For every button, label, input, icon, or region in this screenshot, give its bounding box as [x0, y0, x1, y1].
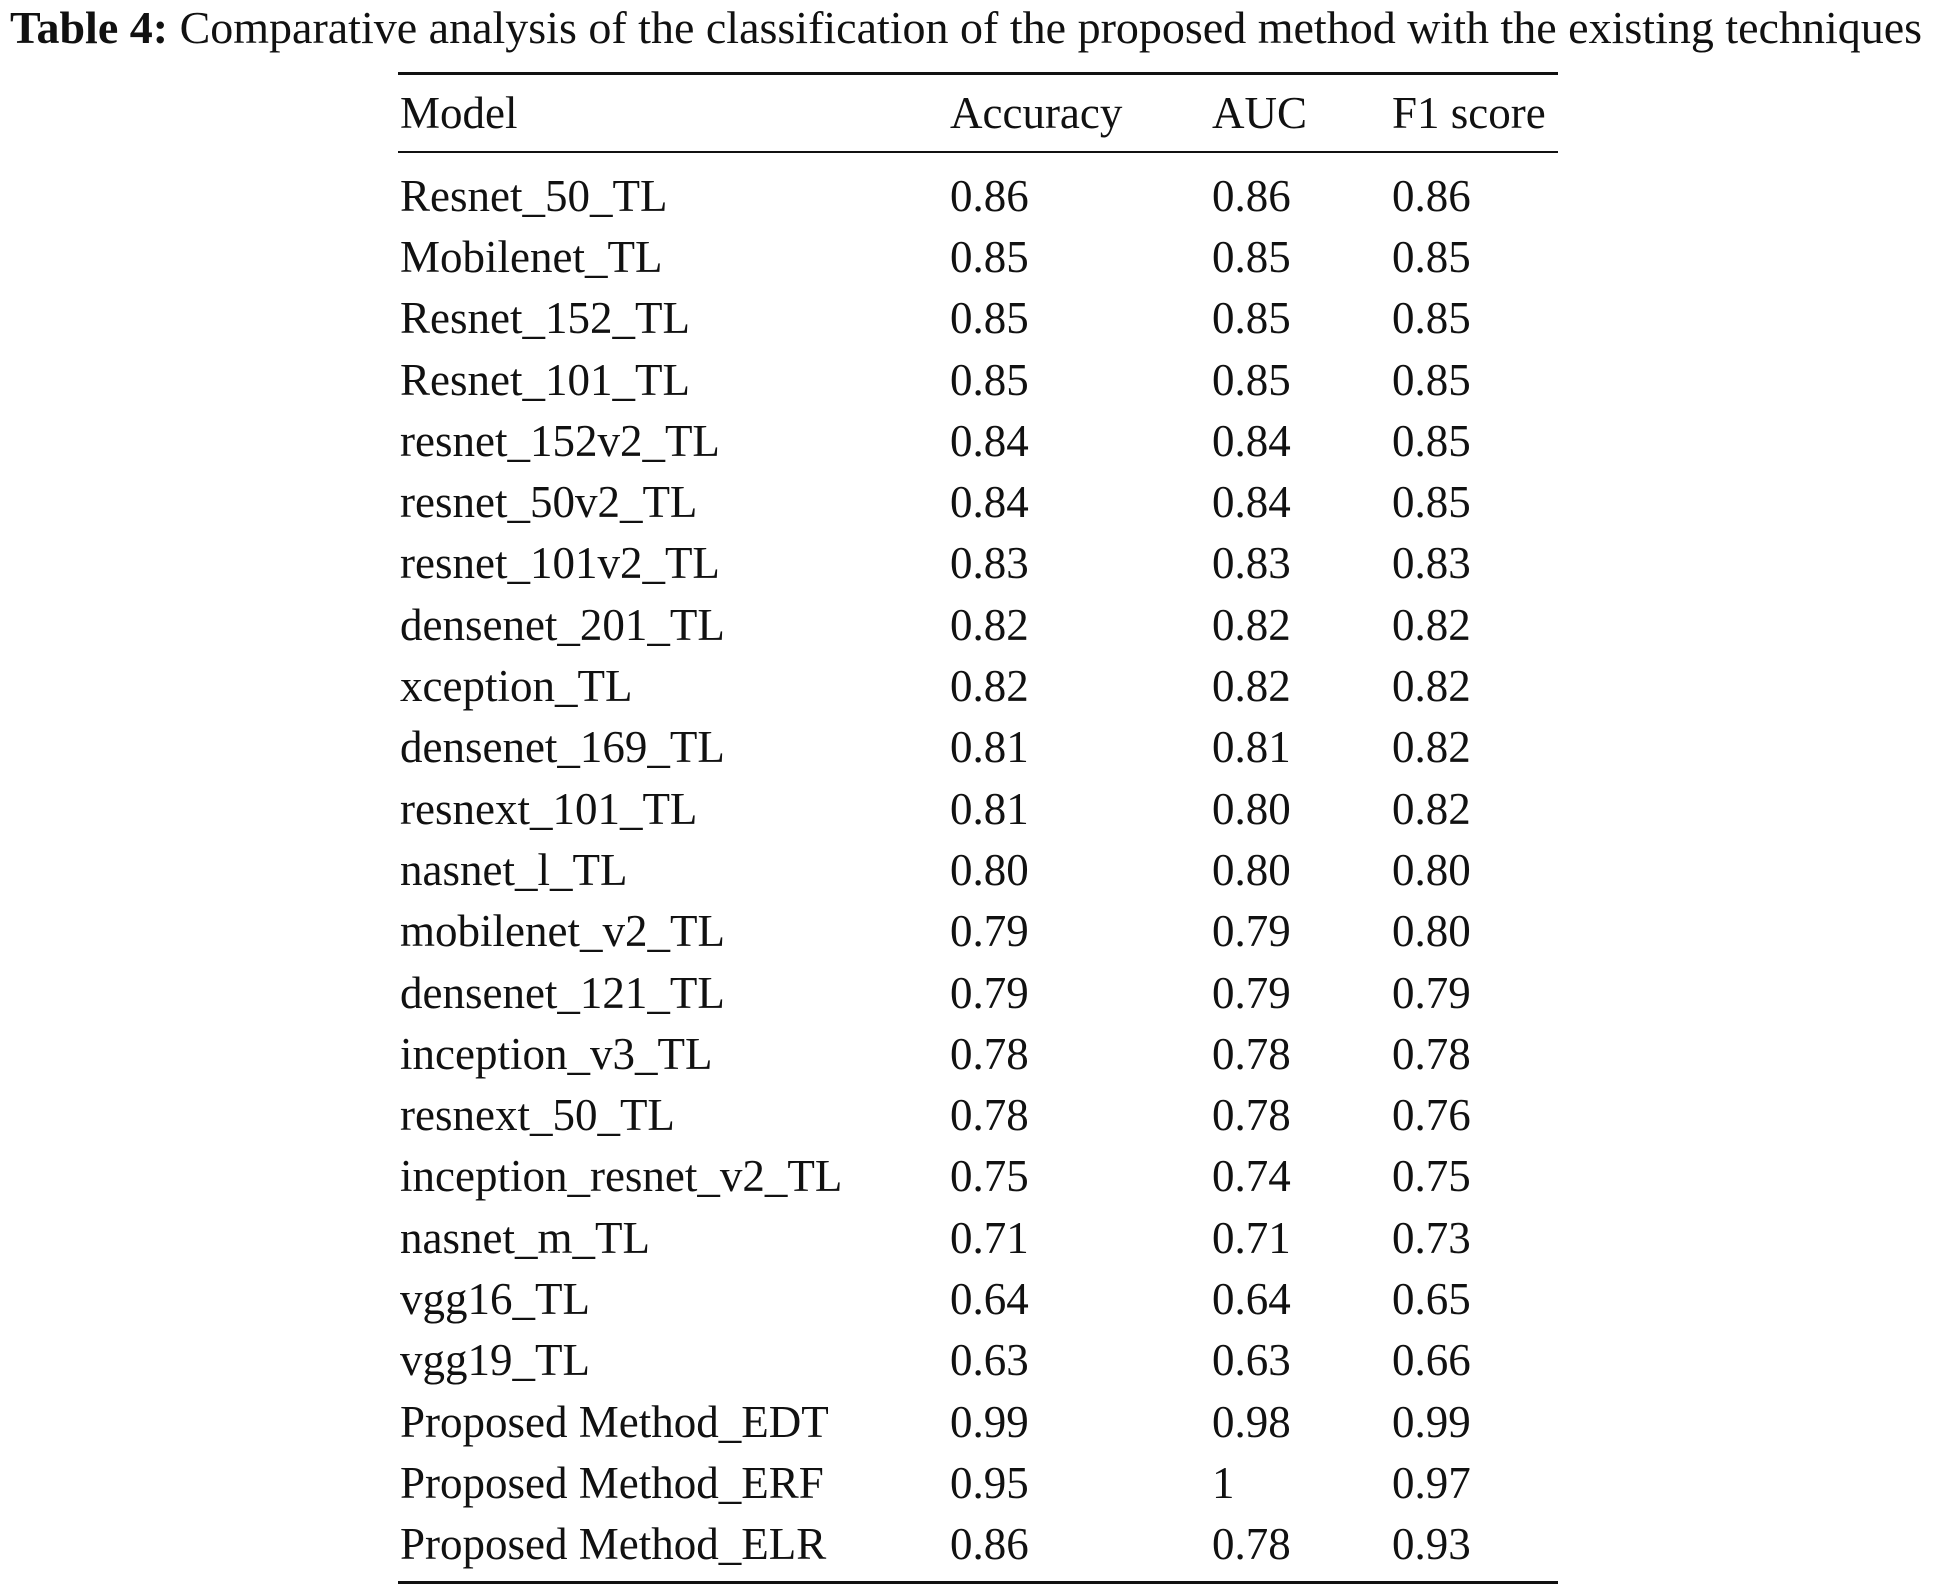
model-cell: inception_v3_TL [400, 1028, 713, 1079]
f1-score-cell: 0.79 [1392, 967, 1471, 1018]
table-row [398, 717, 1558, 778]
accuracy-cell: 0.86 [950, 1519, 1029, 1570]
f1-score-cell: 0.80 [1392, 844, 1471, 895]
table-row [398, 962, 1558, 1023]
model-cell: Proposed Method_EDT [400, 1396, 829, 1447]
f1-score-cell: 0.99 [1392, 1396, 1471, 1447]
accuracy-cell: 0.75 [950, 1151, 1029, 1202]
table-row [398, 1330, 1558, 1391]
f1-score-cell: 0.97 [1392, 1457, 1471, 1508]
accuracy-cell: 0.64 [950, 1273, 1029, 1324]
table-row [398, 349, 1558, 410]
header-auc: AUC [1212, 88, 1308, 138]
accuracy-cell: 0.85 [950, 231, 1029, 282]
table-row [398, 410, 1558, 471]
table-row [398, 594, 1558, 655]
auc-cell: 1 [1212, 1457, 1235, 1508]
table-row [398, 1207, 1558, 1268]
f1-score-cell: 0.82 [1392, 599, 1471, 650]
accuracy-cell: 0.95 [950, 1457, 1029, 1508]
model-cell: resnext_101_TL [400, 783, 698, 834]
f1-score-cell: 0.83 [1392, 538, 1471, 589]
auc-cell: 0.98 [1212, 1396, 1291, 1447]
model-cell: Resnet_101_TL [400, 354, 690, 405]
accuracy-cell: 0.79 [950, 967, 1029, 1018]
auc-cell: 0.74 [1212, 1151, 1291, 1202]
f1-score-cell: 0.75 [1392, 1151, 1471, 1202]
accuracy-cell: 0.78 [950, 1028, 1029, 1079]
auc-cell: 0.82 [1212, 661, 1291, 712]
accuracy-cell: 0.63 [950, 1335, 1029, 1386]
header-f1-score: F1 score [1392, 88, 1546, 138]
model-cell: inception_resnet_v2_TL [400, 1151, 843, 1202]
f1-score-cell: 0.82 [1392, 661, 1471, 712]
model-cell: resnet_101v2_TL [400, 538, 720, 589]
accuracy-cell: 0.83 [950, 538, 1029, 589]
f1-score-cell: 0.73 [1392, 1212, 1471, 1263]
accuracy-cell: 0.84 [950, 415, 1029, 466]
accuracy-cell: 0.81 [950, 722, 1029, 773]
f1-score-cell: 0.78 [1392, 1028, 1471, 1079]
f1-score-cell: 0.66 [1392, 1335, 1471, 1386]
f1-score-cell: 0.82 [1392, 783, 1471, 834]
table-row [398, 1023, 1558, 1084]
table-row [398, 1268, 1558, 1329]
auc-cell: 0.86 [1212, 170, 1291, 221]
accuracy-cell: 0.81 [950, 783, 1029, 834]
caption-label: Table 4: [10, 2, 169, 53]
auc-cell: 0.64 [1212, 1273, 1291, 1324]
accuracy-cell: 0.80 [950, 844, 1029, 895]
auc-cell: 0.83 [1212, 538, 1291, 589]
accuracy-cell: 0.78 [950, 1090, 1029, 1141]
table-row [398, 533, 1558, 594]
model-cell: densenet_121_TL [400, 967, 725, 1018]
model-cell: xception_TL [400, 661, 633, 712]
caption-text: Comparative analysis of the classification of the proposed method with the existing techniques [179, 2, 1923, 53]
model-cell: mobilenet_v2_TL [400, 906, 725, 957]
table-row [398, 1514, 1558, 1583]
table-row [398, 152, 1558, 226]
table-row [398, 226, 1558, 287]
model-cell: Proposed Method_ELR [400, 1519, 827, 1570]
table-body [398, 152, 1558, 1582]
header-row [398, 74, 1558, 153]
auc-cell: 0.85 [1212, 231, 1291, 282]
table-row [398, 471, 1558, 532]
auc-cell: 0.85 [1212, 354, 1291, 405]
model-cell: nasnet_l_TL [400, 844, 628, 895]
table-row [398, 1452, 1558, 1513]
model-cell: nasnet_m_TL [400, 1212, 650, 1263]
auc-cell: 0.78 [1212, 1090, 1291, 1141]
model-cell: Resnet_152_TL [400, 293, 690, 344]
f1-score-cell: 0.85 [1392, 477, 1471, 528]
auc-cell: 0.84 [1212, 477, 1291, 528]
model-cell: Proposed Method_ERF [400, 1457, 824, 1508]
accuracy-cell: 0.86 [950, 170, 1029, 221]
auc-cell: 0.79 [1212, 906, 1291, 957]
accuracy-cell: 0.85 [950, 293, 1029, 344]
model-cell: densenet_201_TL [400, 599, 725, 650]
accuracy-cell: 0.84 [950, 477, 1029, 528]
auc-cell: 0.85 [1212, 293, 1291, 344]
table-row [398, 901, 1558, 962]
auc-cell: 0.63 [1212, 1335, 1291, 1386]
auc-cell: 0.84 [1212, 415, 1291, 466]
accuracy-cell: 0.79 [950, 906, 1029, 957]
model-cell: resnet_50v2_TL [400, 477, 698, 528]
auc-cell: 0.71 [1212, 1212, 1291, 1263]
model-cell: resnet_152v2_TL [400, 415, 720, 466]
table-row [398, 778, 1558, 839]
f1-score-cell: 0.86 [1392, 170, 1471, 221]
auc-cell: 0.78 [1212, 1519, 1291, 1570]
f1-score-cell: 0.85 [1392, 354, 1471, 405]
auc-cell: 0.82 [1212, 599, 1291, 650]
model-cell: vgg16_TL [400, 1273, 590, 1324]
f1-score-cell: 0.85 [1392, 231, 1471, 282]
table-row [398, 1391, 1558, 1452]
model-cell: vgg19_TL [400, 1335, 590, 1386]
header-accuracy: Accuracy [950, 88, 1123, 138]
f1-score-cell: 0.76 [1392, 1090, 1471, 1141]
table-row [398, 288, 1558, 349]
auc-cell: 0.79 [1212, 967, 1291, 1018]
f1-score-cell: 0.93 [1392, 1519, 1471, 1570]
accuracy-cell: 0.71 [950, 1212, 1029, 1263]
accuracy-cell: 0.85 [950, 354, 1029, 405]
table-row [398, 1084, 1558, 1145]
auc-cell: 0.80 [1212, 844, 1291, 895]
f1-score-cell: 0.85 [1392, 415, 1471, 466]
table-row [398, 1146, 1558, 1207]
model-cell: densenet_169_TL [400, 722, 725, 773]
f1-score-cell: 0.82 [1392, 722, 1471, 773]
table-row [398, 839, 1558, 900]
auc-cell: 0.81 [1212, 722, 1291, 773]
accuracy-cell: 0.82 [950, 661, 1029, 712]
model-cell: resnext_50_TL [400, 1090, 675, 1141]
f1-score-cell: 0.65 [1392, 1273, 1471, 1324]
f1-score-cell: 0.85 [1392, 293, 1471, 344]
f1-score-cell: 0.80 [1392, 906, 1471, 957]
table-row [398, 655, 1558, 716]
table-caption [10, 0, 1950, 56]
auc-cell: 0.80 [1212, 783, 1291, 834]
header-model: Model [400, 88, 518, 138]
auc-cell: 0.78 [1212, 1028, 1291, 1079]
results-table [398, 72, 1558, 1584]
results-table-container [398, 72, 1558, 1584]
model-cell: Resnet_50_TL [400, 170, 668, 221]
accuracy-cell: 0.82 [950, 599, 1029, 650]
model-cell: Mobilenet_TL [400, 231, 663, 282]
accuracy-cell: 0.99 [950, 1396, 1029, 1447]
